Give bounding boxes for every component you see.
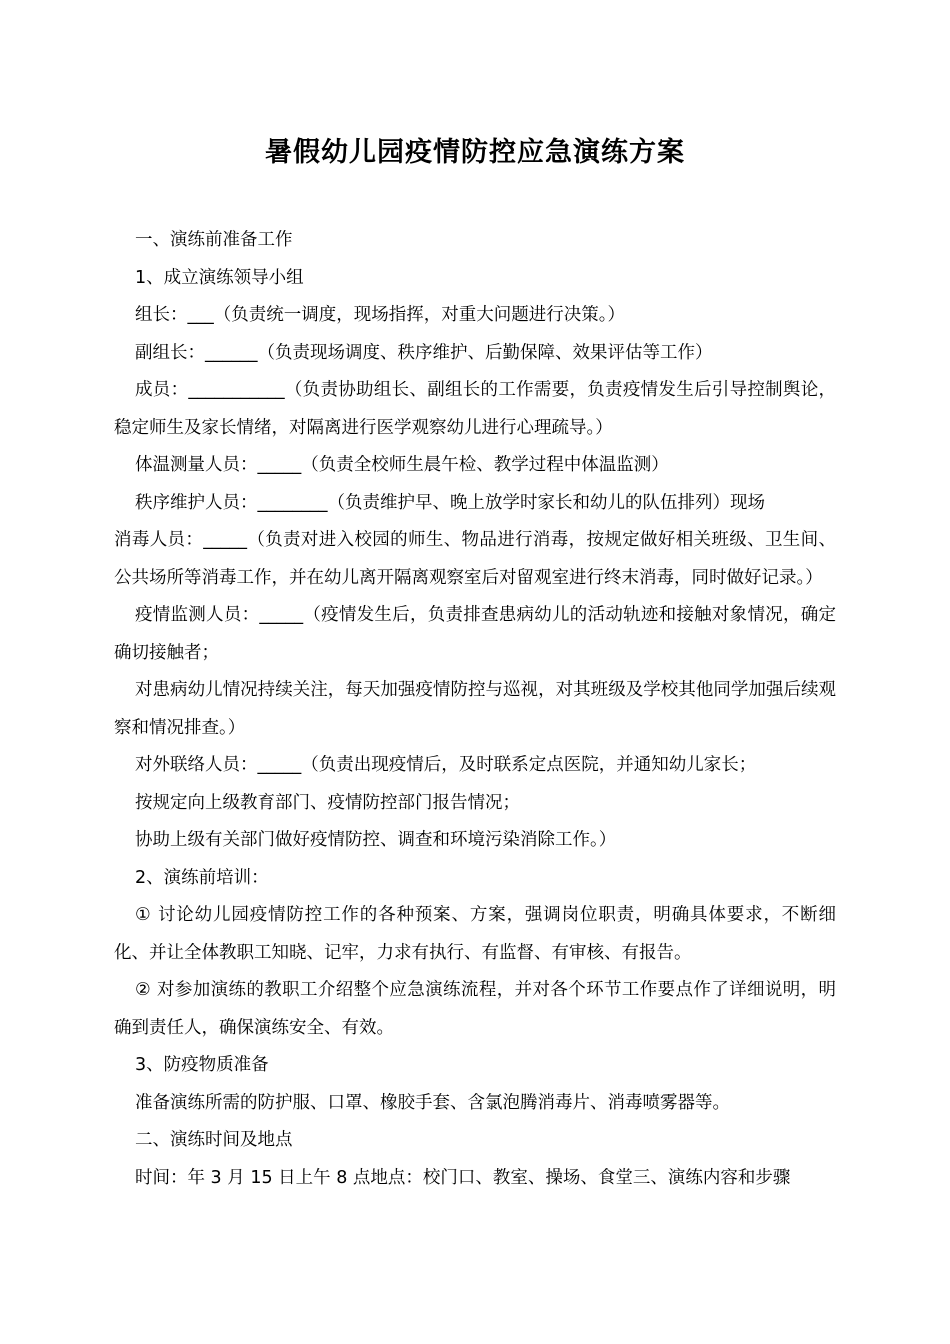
paragraph-supplies: 准备演练所需的防护服、口罩、橡胶手套、含氯泡腾消毒片、消毒喷雾器等。	[135, 1092, 730, 1113]
paragraph-liaison-assist: 协助上级有关部门做好疫情防控、调查和环境污染消除工作。）	[135, 830, 617, 850]
subsection-heading-training: 2、演练前培训：	[135, 867, 269, 888]
subsection-heading-leadership-group: 1、成立演练领导小组	[135, 267, 304, 288]
section-heading-time-location: 二、演练时间及地点	[135, 1130, 293, 1150]
paragraph-team-leader: 组长：___（负责统一调度，现场指挥，对重大问题进行决策。）	[135, 305, 625, 325]
paragraph-disinfection-staff: 消毒人员：_____（负责对进入校园的师生、物品进行消毒，按规定做好相关班级、卫生间、公共场所等消毒工作，并在幼儿离开隔离观察室后对留观室进行终末消毒，同时做好记录。）	[114, 530, 836, 588]
paragraph-members: 成员：___________（负责协助组长、副组长的工作需要，负责疫情发生后引导控制舆论，稳定师生及家长情绪，对隔离进行医学观察幼儿进行心理疏导。）	[114, 380, 836, 438]
paragraph-training-item-1: ① 讨论幼儿园疫情防控工作的各种预案、方案，强调岗位职责，明确具体要求，不断细化、并让全体教职工知晓、记牢，力求有执行、有监督、有审核、有报告。	[114, 905, 836, 963]
subsection-heading-supplies: 3、防疫物质准备	[135, 1055, 269, 1075]
paragraph-training-item-2: ② 对参加演练的教职工介绍整个应急演练流程，并对各个环节工作要点作了详细说明，明确到责任人，确保演练安全、有效。	[114, 980, 836, 1038]
paragraph-deputy-leader: 副组长：______（负责现场调度、秩序维护、后勤保障、效果评估等工作）	[135, 342, 713, 363]
paragraph-liaison-staff: 对外联络人员：_____（负责出现疫情后，及时联系定点医院，并通知幼儿家长；	[135, 755, 757, 775]
paragraph-monitoring-staff: 疫情监测人员：_____（疫情发生后，负责排查患病幼儿的活动轨迹和接触对象情况，确定确切接触者；	[114, 605, 836, 663]
paragraph-liaison-report: 按规定向上级教育部门、疫情防控部门报告情况；	[135, 792, 520, 813]
paragraph-temperature-staff: 体温测量人员：_____（负责全校师生晨午检、教学过程中体温监测）	[135, 455, 669, 475]
document-body	[114, 222, 836, 1197]
document-title: 暑假幼儿园疫情防控应急演练方案	[265, 137, 685, 168]
paragraph-monitoring-followup: 对患病幼儿情况持续关注，每天加强疫情防控与巡视，对其班级及学校其他同学加强后续观察和情况排查。）	[114, 680, 836, 738]
paragraph-order-staff: 秩序维护人员：________（负责维护早、晚上放学时家长和幼儿的队伍排列）现场	[135, 492, 765, 513]
paragraph-time-location: 时间：年 3 月 15 日上午 8 点地点：校门口、教室、操场、食堂三、演练内容和步骤	[135, 1167, 791, 1188]
section-heading-preparation: 一、演练前准备工作	[135, 230, 293, 250]
